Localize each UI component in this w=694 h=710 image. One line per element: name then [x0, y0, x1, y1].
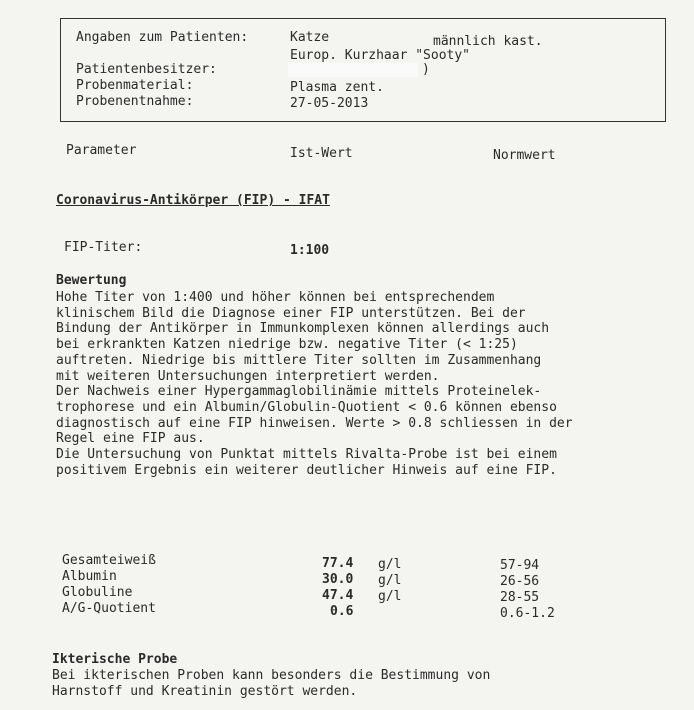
text-line: Bindung der Antikörper in Immunkomplexen können allerdings auch: [56, 321, 550, 337]
protein-ref: 0.6-1.2: [500, 606, 555, 621]
text-line: diagnostisch auf eine FIP hinweisen. Werte > 0.8 schliessen in der: [56, 415, 573, 431]
patient-label: Angaben zum Patienten:: [76, 30, 249, 45]
corona-heading: Coronavirus-Antikörper (FIP) - IFAT: [56, 193, 330, 208]
protein-name: Gesamteiweiß: [62, 553, 156, 568]
material-value: Plasma zent.: [290, 80, 384, 95]
bewertung-text: [56, 290, 573, 478]
text-line: klinischem Bild die Diagnose einer FIP unterstützen. Bei der: [56, 305, 526, 321]
protein-name: A/G-Quotient: [62, 601, 156, 616]
bewertung-heading: Bewertung: [56, 273, 127, 288]
protein-value: 30.0: [322, 572, 354, 587]
text-line: Bei ikterischen Proben kann besonders die Bestimmung von: [52, 668, 491, 683]
date-label: Probenentnahme:: [76, 94, 194, 109]
patient-species: Katze: [290, 30, 330, 45]
protein-ref: 57-94: [500, 558, 540, 573]
patient-breed: Europ. Kurzhaar "Sooty": [290, 48, 471, 63]
fip-titer-value: 1:100: [290, 243, 330, 258]
text-line: auftreten. Niedrige bis mittlere Titer sollten im Zusammenhang: [56, 352, 542, 368]
protein-value: 77.4: [322, 556, 354, 571]
text-line: positivem Ergebnis ein weiterer deutlicher Hinweis auf eine FIP.: [56, 462, 557, 478]
fip-titer-label: FIP-Titer:: [64, 240, 143, 255]
date-value: 27-05-2013: [290, 96, 369, 111]
patient-sex: männlich kast.: [433, 34, 543, 49]
protein-ref: 26-56: [500, 574, 540, 589]
protein-unit: g/l: [378, 573, 402, 588]
protein-unit: g/l: [378, 557, 402, 572]
text-line: bei erkrankten Katzen niedrige bzw. negative Titer (< 1:25): [56, 337, 518, 353]
ikterisch-heading: Ikterische Probe: [52, 652, 178, 667]
ikterisch-text: [52, 668, 490, 699]
protein-name: Globuline: [62, 585, 133, 600]
material-label: Probenmaterial:: [76, 78, 194, 93]
protein-unit: g/l: [378, 589, 402, 604]
protein-ref: 28-55: [500, 590, 540, 605]
owner-value: ): [422, 62, 430, 77]
text-line: Harnstoff und Kreatinin gestört werden.: [52, 683, 358, 699]
protein-value: 0.6: [330, 604, 354, 619]
protein-name: Albumin: [62, 569, 117, 584]
owner-label: Patientenbesitzer:: [76, 62, 217, 77]
column-ist-wert: Ist-Wert: [290, 146, 353, 161]
text-line: trophorese und ein Albumin/Globulin-Quotient < 0.6 können ebenso: [56, 399, 557, 415]
owner-redaction: [288, 63, 418, 77]
protein-value: 47.4: [322, 588, 354, 603]
text-line: Regel eine FIP aus.: [56, 431, 205, 447]
text-line: Der Nachweis einer Hypergammaglobilinämie mittels Proteinelek-: [56, 384, 542, 400]
text-line: Die Untersuchung von Punktat mittels Rivalta-Probe ist bei einem: [56, 447, 557, 463]
column-parameter: Parameter: [66, 143, 137, 158]
text-line: mit weiteren Untersuchungen interpretiert werden.: [56, 368, 440, 384]
text-line: Hohe Titer von 1:400 und höher können bei entsprechendem: [56, 290, 495, 305]
column-normwert: Normwert: [493, 148, 556, 163]
